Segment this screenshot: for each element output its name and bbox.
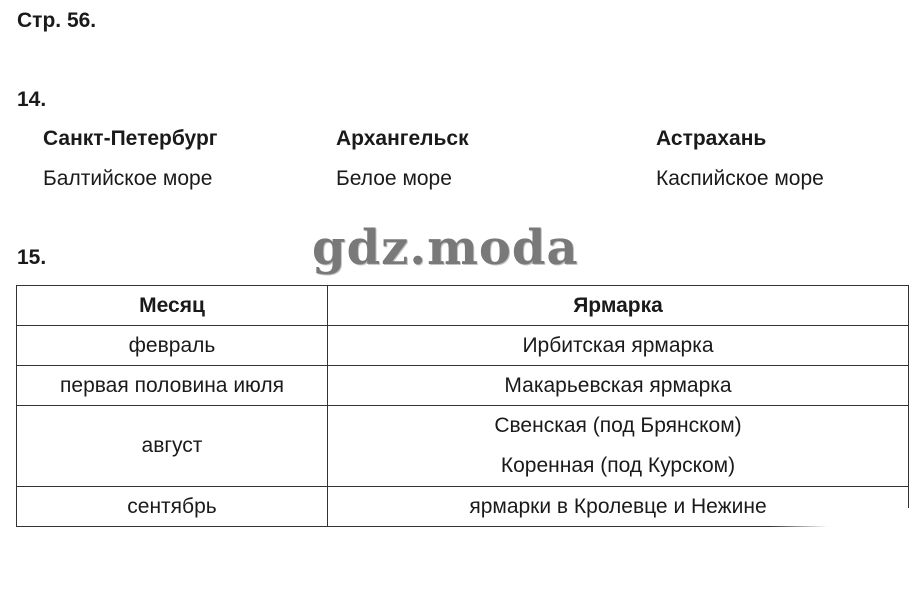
fairs-table: [16, 285, 909, 527]
city-column-saint-petersburg: [43, 126, 218, 192]
header-fair: Ярмарка: [328, 286, 909, 326]
task-15-number: 15.: [17, 246, 47, 269]
table-row: [17, 366, 909, 406]
table-row: [17, 326, 909, 366]
fair-line: Свенская (под Брянском): [494, 414, 742, 437]
fair-cell-multi: [328, 406, 909, 487]
city-column-astrakhan: [656, 126, 824, 192]
table-header-row: [17, 286, 909, 326]
city-name: Астрахань: [656, 127, 767, 150]
sea-name: Балтийское море: [43, 167, 213, 190]
city-name: Санкт-Петербург: [43, 127, 218, 150]
watermark-logo: gdz.moda: [312, 220, 579, 276]
table-row: [17, 487, 909, 527]
month-cell: август: [17, 406, 328, 487]
fair-cell: Макарьевская ярмарка: [328, 366, 909, 406]
header-month: Месяц: [17, 286, 328, 326]
fair-line: Коренная (под Курском): [500, 454, 736, 477]
fair-cell: ярмарки в Кролевце и Нежине: [328, 487, 909, 527]
city-name: Архангельск: [336, 127, 469, 150]
page-title: Стр. 56.: [17, 9, 97, 32]
month-cell: февраль: [17, 326, 328, 366]
table-row: [17, 406, 909, 487]
month-cell: сентябрь: [17, 487, 328, 527]
task-14-number: 14.: [17, 88, 47, 111]
fair-cell: Ирбитская ярмарка: [328, 326, 909, 366]
sea-name: Белое море: [336, 167, 452, 190]
city-column-arkhangelsk: [336, 126, 469, 192]
month-cell: первая половина июля: [17, 366, 328, 406]
sea-name: Каспийское море: [656, 167, 824, 190]
